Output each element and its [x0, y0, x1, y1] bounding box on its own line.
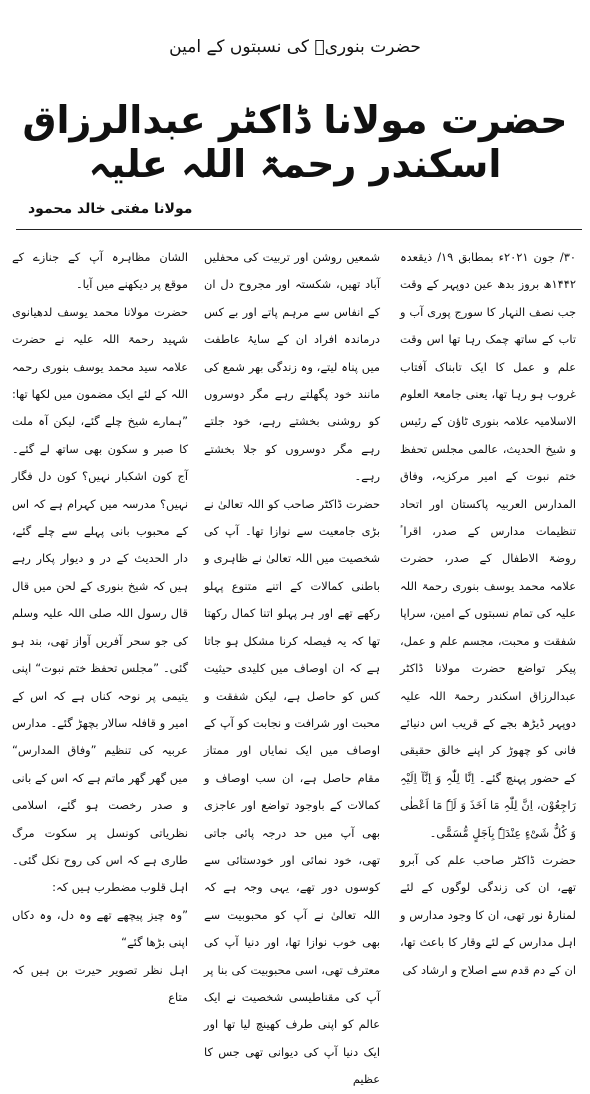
paragraph: شمعیں روشن اور تربیت کی محفلیں آباد تھیں، شکستہ اور مجروح دل ان کے انفاس سے مرہم پاتے اور بے کس درماندہ افراد ان کے سایۂ عاطفت میں پناہ لیتے، وہ زندگی بھر شمع کی مانند خود پگھلتے رہے مگر دوسروں کو روشنی بخشتے رہے، خود جلتے رہے مگر دوسروں کو جلا بخشتے رہے۔: [204, 250, 380, 484]
header-divider: [16, 229, 582, 230]
paragraph: حضرت مولانا محمد یوسف لدھیانوی شہید رحمۃ اللہ علیہ نے حضرت علامہ سید محمد یوسف بنوری رحمہ اللہ کے لئے ایک مضمون میں لکھا تھا: ”ہمارے شیخ چلے گئے، لیکن آہ ملت کا صبر و سکون بھی ساتھ لے گئے۔ آج کون اشکبار نہیں؟ کون دل فگار نہیں؟ مدرسہ میں کہرام ہے کہ اس کے محبوب بانی پہلے سے چلے گئے، دار الحدیث کے در و دیوار پکار رہے ہیں کہ شیخ بنوری کے لحن میں قال قال رسول اللہ صلی اللہ علیہ وسلم کی جو سحر آفریں آواز تھی، بند ہو گئی۔ ”مجلس تحفظ ختم نبوت“ اپنی یتیمی پر نوحہ کناں ہے کہ اس کے امیر و قافلہ سالار بچھڑ گئے۔ مدارس عربیہ کی تنظیم ”وفاق المدارس“ میں گھر گھر ماتم ہے کہ اس کے بانی و صدر رخصت ہو گئے، اسلامی نظریاتی کونسل پر سکوت مرگ طاری ہے کہ اس کی روح نکل گئی۔ اہل قلوب مضطرب ہیں کہ:: [12, 304, 188, 895]
article-kicker: حضرت بنوریؒ کی نسبتوں کے امین: [169, 37, 421, 57]
article-column-right: [400, 244, 576, 977]
article-column-middle: [204, 244, 380, 1087]
paragraph: ۳۰/ جون ۲۰۲۱ء بمطابق ۱۹/ ذیقعدہ ۱۴۴۲ھ بروز بدھ عین دوپہر کے وقت جب نصف النہار کا سورج پوری آب و تاب کے ساتھ چمک رہا تھا اس وقت علم و عمل کا ایک تابناک آفتاب غروب ہو رہا تھا، یعنی جامعۃ العلوم الاسلامیہ علامہ بنوری ٹاؤن کے رئیس و شیخ الحدیث، عالمی مجلس تحفظ ختم نبوت کے امیر مرکزیہ، وفاق المدارس العربیہ پاکستان اور اتحاد تنظیمات مدارس کے صدر، اقراٴ روضۃ الاطفال کے صدر، حضرت علامہ محمد یوسف بنوری رحمۃ اللہ علیہ کی تمام نسبتوں کے امین، سراپا شفقت و محبت، مجسم علم و عمل، پیکر تواضع حضرت مولانا ڈاکٹر عبدالرزاق اسکندر رحمۃ اللہ علیہ دوپہر ڈیڑھ بجے کے قریب اس دنیائے فانی کو چھوڑ کر اپنے خالق حقیقی کے حضور پہنچ گئے۔ اِنَّا لِلّٰہِ وَ اِنَّآ اِلَیْہِ رَاجِعُوْن، اِنَّ لِلّٰہِ مَا اَخَذَ وَ لَہٗ مَا اَعْطٰی وَ کُلُّ شَیْءٍ عِنْدَہٗ بِاَجَلٍ مُّسَمًّی۔: [400, 250, 576, 840]
article-title: حضرت مولانا ڈاکٹر عبدالرزاق اسکندر رحمۃ اللہ علیہ: [22, 98, 568, 186]
article-column-left: [12, 244, 188, 1004]
paragraph: الشان مظاہرہ آپ کے جنازے کے موقع پر دیکھنے میں آیا۔: [12, 250, 188, 292]
article-author: مولانا مفتی خالد محمود: [28, 201, 193, 217]
quote-line: ”وہ چیز پیچھے تھے وہ دل، وہ دکاں اپنی بڑھا گئے“: [12, 907, 188, 950]
paragraph: اہل نظر تصویر حیرت بن ہیں کہ متاع: [12, 962, 188, 1004]
paragraph: حضرت ڈاکٹر صاحب کو اللہ تعالیٰ نے بڑی جامعیت سے نوازا تھا۔ آپ کی شخصیت میں اللہ تعالیٰ نے ظاہری و باطنی کمالات کے اتنے متنوع پہلو رکھے تھے اور ہر پہلو اتنا کمال رکھتا تھا کہ یہ فیصلہ کرنا مشکل ہو جاتا ہے کہ ان اوصاف میں کلیدی حیثیت کس کو حاصل ہے، لیکن شفقت و محبت اور شرافت و نجابت کو آپ کے اوصاف میں ایک نمایاں اور ممتاز مقام حاصل ہے، ان سب اوصاف و کمالات کے باوجود تواضع اور عاجزی بھی آپ میں حد درجہ پائی جاتی تھی، خود نمائی اور خودستائی سے کوسوں دور تھے، یہی وجہ ہے کہ اللہ تعالیٰ نے آپ کو محبوبیت سے بھی خوب نوازا تھا، اور دنیا آپ کی معترف تھی، اسی محبوبیت کی بنا پر آپ کی مقناطیسی شخصیت نے ایک عالم کو اپنی طرف کھینچ لیا تھا اور ایک دنیا آپ کی دیوانی تھی جس کا عظیم: [204, 496, 380, 1087]
paragraph: حضرت ڈاکٹر صاحب علم کی آبرو تھے، ان کی زندگی لوگوں کے لئے لمنارۂ نور تھی، ان کا وجود مدارس و اہل مدارس کے لئے وقار کا باعث تھا، ان کے دم قدم سے اصلاح و ارشاد کی: [400, 852, 576, 977]
